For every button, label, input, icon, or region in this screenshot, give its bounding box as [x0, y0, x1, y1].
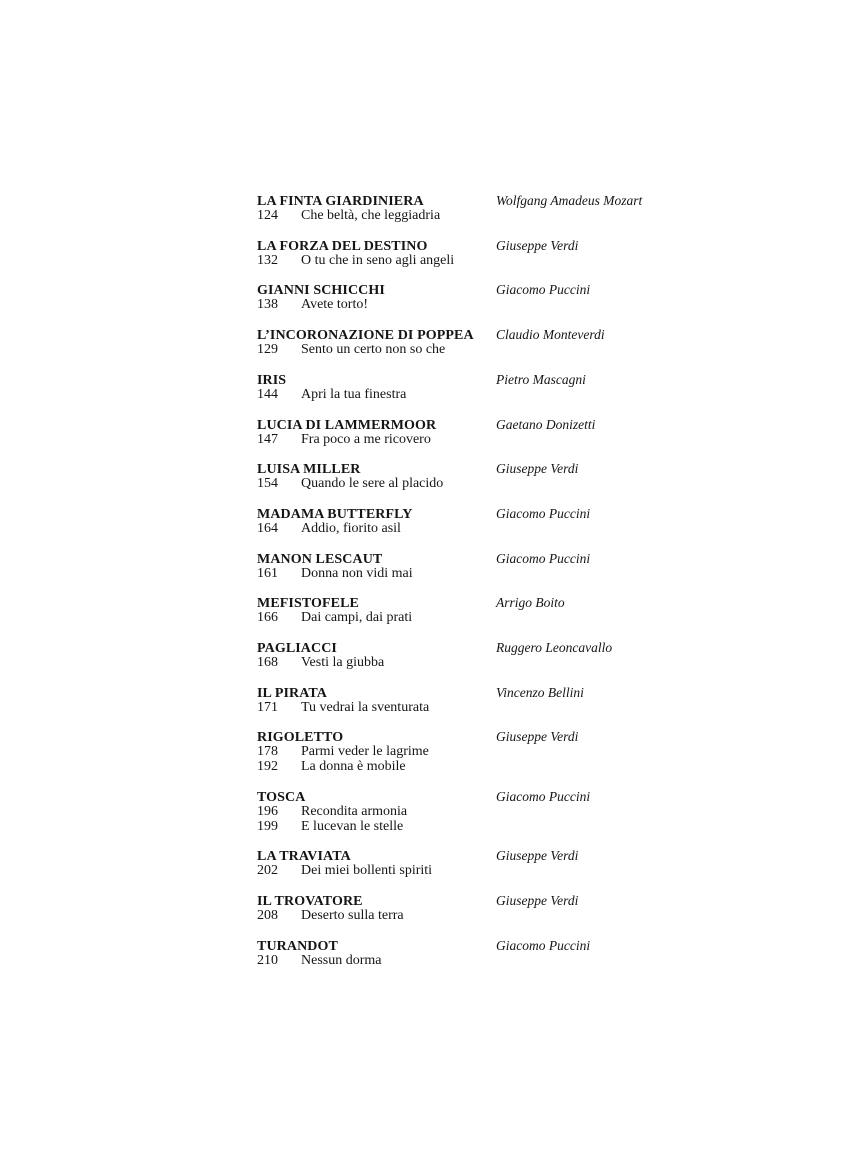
toc-entry: [257, 461, 687, 492]
toc-entry: [257, 282, 687, 313]
aria-list: [257, 343, 687, 358]
aria-title: Parmi veder le lagrime: [301, 744, 429, 760]
toc-entry-title-row: [257, 238, 687, 254]
opera-title: LA FINTA GIARDINIERA: [257, 194, 424, 209]
aria-title: Deserto sulla terra: [301, 907, 404, 923]
aria-page-number: 132: [257, 252, 278, 268]
aria-row: [257, 298, 687, 313]
aria-page-number: 166: [257, 610, 278, 626]
opera-title: LA TRAVIATA: [257, 849, 351, 865]
toc-entry: [257, 595, 687, 626]
composer-name: Ruggero Leoncavallo: [496, 640, 613, 656]
aria-title: E lucevan le stelle: [301, 818, 404, 834]
toc-entry: [257, 238, 687, 269]
composer-name: Giacomo Puccini: [496, 282, 591, 298]
toc-entry-title-row: [257, 282, 687, 298]
aria-page-number: 196: [257, 803, 278, 819]
composer-name: Gaetano Donizetti: [496, 416, 596, 432]
aria-list: [257, 805, 687, 834]
aria-row: [257, 954, 687, 969]
toc-entry: [257, 506, 687, 537]
toc-entry: [257, 893, 687, 924]
aria-row: [257, 611, 687, 626]
aria-title: Sento un certo non so che: [301, 342, 446, 358]
aria-list: [257, 864, 687, 879]
aria-list: [257, 254, 687, 269]
toc-entry-title-row: [257, 848, 687, 864]
aria-page-number: 124: [257, 208, 278, 223]
composer-name: Giacomo Puccini: [496, 937, 591, 953]
opera-title: LUISA MILLER: [257, 462, 361, 478]
aria-title: La donna è mobile: [301, 759, 406, 775]
aria-row: [257, 433, 687, 448]
aria-row: [257, 864, 687, 879]
aria-title: Tu vedrai la sventurata: [301, 699, 430, 715]
aria-page-number: 171: [257, 699, 278, 715]
composer-name: Giuseppe Verdi: [496, 848, 579, 864]
aria-title: Che beltà, che leggiadria: [301, 208, 441, 223]
aria-title: Recondita armonia: [301, 803, 408, 819]
aria-page-number: 154: [257, 476, 278, 492]
aria-row: [257, 760, 687, 775]
aria-list: [257, 209, 687, 224]
aria-row: [257, 254, 687, 269]
opera-title: PAGLIACCI: [257, 641, 337, 657]
toc-entry: [257, 193, 687, 224]
opera-title: MANON LESCAUT: [257, 551, 383, 567]
composer-name: Arrigo Boito: [496, 595, 565, 611]
aria-row: [257, 522, 687, 537]
aria-list: [257, 567, 687, 582]
aria-row: [257, 656, 687, 671]
aria-list: [257, 909, 687, 924]
toc-entry-title-row: [257, 327, 687, 343]
aria-title: Quando le sere al placido: [301, 476, 444, 492]
aria-page-number: 144: [257, 386, 278, 402]
aria-row: [257, 820, 687, 835]
aria-page-number: 208: [257, 907, 278, 923]
aria-title: Donna non vidi mai: [301, 565, 413, 581]
toc-entry-title-row: [257, 595, 687, 611]
composer-name: Claudio Monteverdi: [496, 327, 605, 343]
composer-name: Wolfgang Amadeus Mozart: [496, 193, 643, 208]
aria-row: [257, 745, 687, 760]
aria-row: [257, 388, 687, 403]
aria-list: [257, 388, 687, 403]
composer-name: Giacomo Puccini: [496, 550, 591, 566]
toc-entry-title-row: [257, 938, 687, 954]
toc-entry: [257, 640, 687, 671]
aria-row: [257, 701, 687, 716]
aria-title: Nessun dorma: [301, 952, 382, 968]
aria-row: [257, 909, 687, 924]
toc-entry: [257, 417, 687, 448]
opera-title: RIGOLETTO: [257, 730, 344, 746]
aria-page-number: 138: [257, 297, 278, 313]
opera-title: TURANDOT: [257, 938, 338, 954]
aria-page-number: 178: [257, 744, 278, 760]
aria-title: Avete torto!: [301, 297, 368, 313]
aria-title: Apri la tua finestra: [301, 386, 407, 402]
aria-title: Vesti la giubba: [301, 655, 385, 671]
opera-title: TOSCA: [257, 789, 306, 805]
toc-entry-title-row: [257, 640, 687, 656]
aria-row: [257, 567, 687, 582]
toc-entry-title-row: [257, 506, 687, 522]
aria-list: [257, 701, 687, 716]
aria-page-number: 192: [257, 759, 278, 775]
toc-entry-title-row: [257, 893, 687, 909]
opera-title: L’INCORONAZIONE DI POPPEA: [257, 328, 474, 344]
aria-title: Fra poco a me ricovero: [301, 431, 431, 447]
aria-list: [257, 611, 687, 626]
aria-row: [257, 477, 687, 492]
toc-entry: [257, 685, 687, 716]
composer-name: Giacomo Puccini: [496, 788, 591, 804]
aria-title: Addio, fiorito asil: [301, 520, 401, 536]
toc-entry: [257, 551, 687, 582]
opera-title: LUCIA DI LAMMERMOOR: [257, 417, 437, 433]
aria-row: [257, 209, 687, 224]
aria-page-number: 202: [257, 863, 278, 879]
composer-name: Pietro Mascagni: [496, 371, 586, 387]
opera-title: MEFISTOFELE: [257, 596, 359, 612]
aria-list: [257, 477, 687, 492]
toc-entry: [257, 848, 687, 879]
aria-list: [257, 954, 687, 969]
aria-row: [257, 343, 687, 358]
aria-list: [257, 656, 687, 671]
aria-page-number: 147: [257, 431, 278, 447]
toc-entry-title-row: [257, 193, 687, 209]
toc-entry: [257, 729, 687, 774]
aria-title: Dei miei bollenti spiriti: [301, 863, 433, 879]
opera-title: MADAMA BUTTERFLY: [257, 506, 413, 522]
opera-title: IL PIRATA: [257, 685, 328, 701]
toc-entry-title-row: [257, 461, 687, 477]
toc-entry: [257, 789, 687, 834]
opera-title: IRIS: [257, 372, 287, 388]
aria-page-number: 164: [257, 520, 278, 536]
toc-entry-title-row: [257, 551, 687, 567]
aria-row: [257, 805, 687, 820]
aria-title: O tu che in seno agli angeli: [301, 252, 455, 268]
aria-page-number: 129: [257, 342, 278, 358]
aria-page-number: 210: [257, 952, 278, 968]
toc-entry: [257, 327, 687, 358]
composer-name: Giuseppe Verdi: [496, 729, 579, 745]
aria-list: [257, 522, 687, 537]
toc-entry: [257, 372, 687, 403]
composer-name: Giacomo Puccini: [496, 505, 591, 521]
aria-list: [257, 433, 687, 448]
aria-title: Dai campi, dai prati: [301, 610, 413, 626]
aria-page-number: 168: [257, 655, 278, 671]
composer-name: Vincenzo Bellini: [496, 684, 584, 700]
toc-list: [257, 193, 687, 982]
toc-entry-title-row: [257, 729, 687, 745]
opera-title: LA FORZA DEL DESTINO: [257, 238, 428, 254]
aria-list: [257, 298, 687, 313]
toc-entry-title-row: [257, 789, 687, 805]
toc-entry-title-row: [257, 417, 687, 433]
opera-title: GIANNI SCHICCHI: [257, 283, 385, 299]
composer-name: Giuseppe Verdi: [496, 237, 579, 253]
aria-page-number: 161: [257, 565, 278, 581]
toc-entry: [257, 938, 687, 969]
toc-entry-title-row: [257, 372, 687, 388]
toc-entry-title-row: [257, 685, 687, 701]
opera-title: IL TROVATORE: [257, 893, 363, 909]
aria-list: [257, 745, 687, 774]
aria-page-number: 199: [257, 818, 278, 834]
composer-name: Giuseppe Verdi: [496, 461, 579, 477]
composer-name: Giuseppe Verdi: [496, 892, 579, 908]
